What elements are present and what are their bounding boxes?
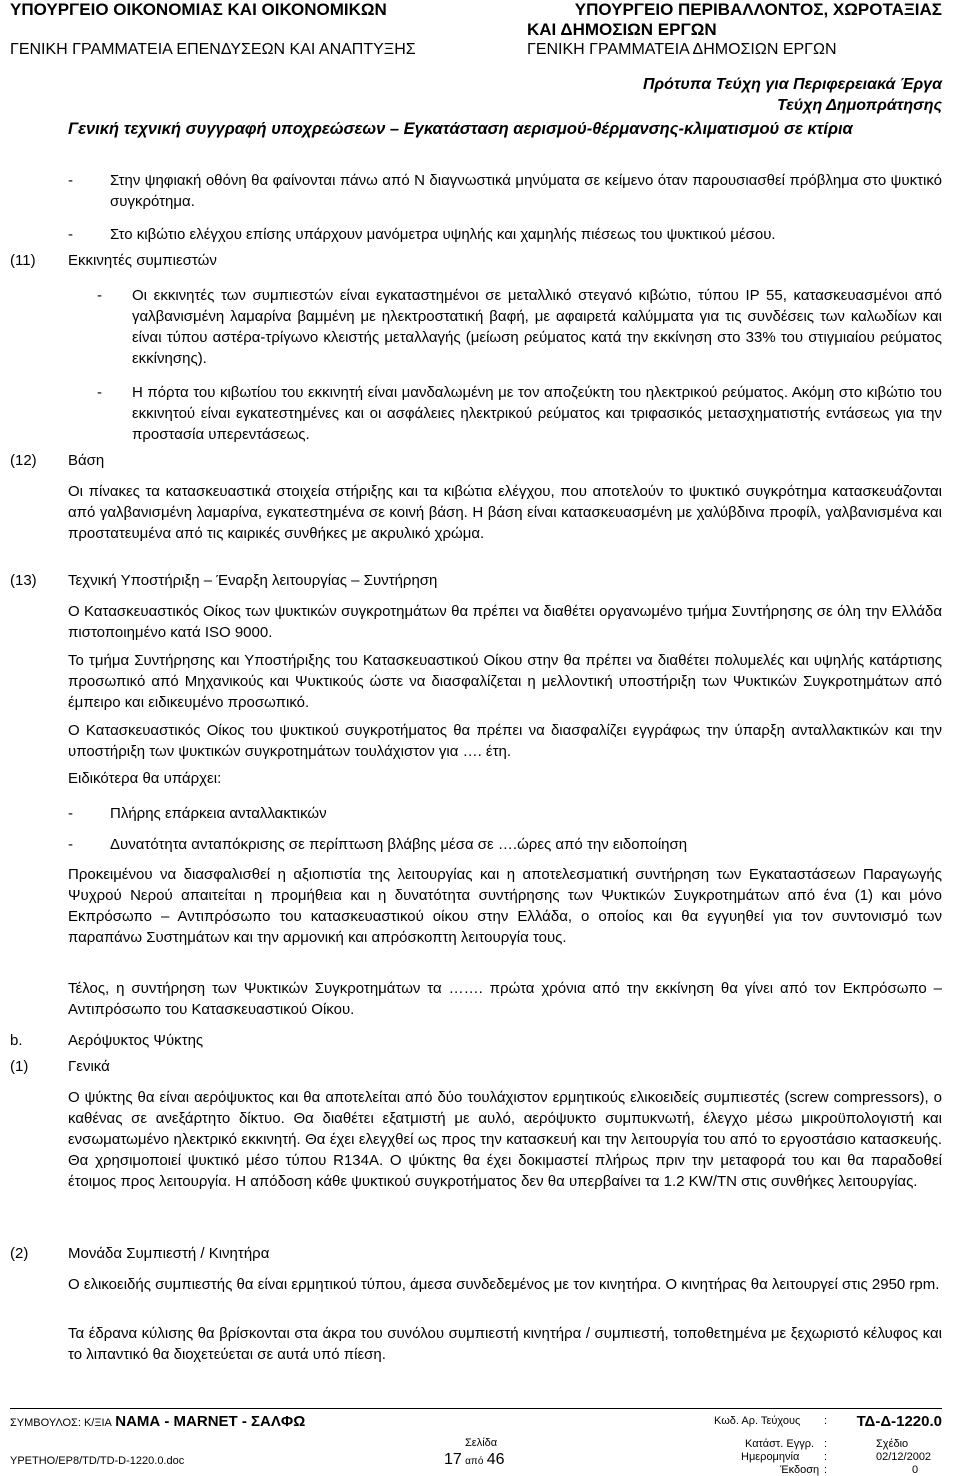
edition-value: 0	[912, 1464, 919, 1476]
page-label: Σελίδα	[465, 1437, 498, 1449]
paragraph: Τα έδρανα κύλισης θα βρίσκονται στα άκρα του συνόλου συμπιεστή κινητήρα / συμπιεστή, τοποθετημένα με ξεχωριστό κέλυφος και το λιπαντικό θα διοχετεύεται σε αυτά υπό πίεση.	[68, 1325, 942, 1363]
section-title: Εκκινητές συμπιεστών	[68, 252, 217, 269]
advisor-info	[10, 1413, 305, 1430]
bullet-dash: -	[68, 172, 73, 189]
paragraph: Η πόρτα του κιβωτίου του εκκινητή είναι μανδαλωμένη με τον αποζεύκτη του ηλεκτρικού ρεύματος. Ακόμη στο κιβώτιο του εκκινητού είναι εγκατεστημένες και οι ασφάλειες ηλεκτρικού ρεύματος και τριφασικός μετασχηματιστής εντάσεως για την προστασία υπερεντάσεως.	[132, 384, 942, 443]
list-item	[10, 285, 942, 369]
paragraph: Οι εκκινητές των συμπιεστών είναι εγκαταστημένοι σε μεταλλικό στεγανό κιβώτιο, τύπου IP 55, κατασκευασμένοι από γαλβανισμένη λαμαρίνα βαμμένη με ηλεκτροστατική βαφή, με αφαιρετά καλύμματα για τις συνδέσεις των καλωδίων και είναι τύπου αστέρα-τρίγωνο κλειστής μεταλλαγής (μείωση ρεύματος κατά την εκκίνηση στο 33% του στιγμιαίου ρεύματος εκκίνησης).	[132, 287, 942, 367]
colon: :	[824, 1451, 828, 1463]
page-header	[10, 0, 942, 60]
bullet-dash: -	[68, 226, 73, 243]
paragraph: Πλήρης επάρκεια ανταλλακτικών	[110, 805, 327, 822]
volume-title: Τεύχη Δημοπράτησης	[776, 97, 942, 114]
paragraph: Προκειμένου να διασφαλισθεί η αξιοπιστία της λειτουργίας και η αποτελεσματική συντήρηση των Εγκαταστάσεων Παραγωγής Ψυχρού Νερού απαιτείται η προμήθεια και η δυνατότητα συντήρησης των Ψυκτικών Συγκροτημάτων από ένα (1) και μόνο Εκπρόσωπο – Αντιπρόσωπο του κατασκευαστικού οίκου στην Ελλάδα, ο οποίος και θα εγγυηθεί για τον συντονισμό των παραπάνω Συστημάτων και την αρμονική και απρόσκοπτη λειτουργία τους.	[68, 866, 942, 946]
page-number: 17	[444, 1451, 462, 1468]
paragraph: Το τμήμα Συντήρησης και Υποστήριξης του Κατασκευαστικού Οίκου στην θα πρέπει να διαθέτει πολυμελές και υψηλής κατάρτισης προσωπικό από Μηχανικούς και Ψυκτικούς ώστε να διασφαλίζεται η μελλοντική υποστήριξη των Ψυκτικών Συγκροτημάτων από έμπειρο και ειδικευμένο προσωπικό.	[68, 652, 942, 711]
section-number: (2)	[10, 1245, 29, 1262]
cat-label: Κατάστ. Εγγρ.	[745, 1438, 815, 1450]
paragraph: Δυνατότητα ανταπόκρισης σε περίπτωση βλάβης μέσα σε ….ώρες από την ειδοποίηση	[110, 836, 688, 853]
section-number: b.	[10, 1032, 23, 1049]
date-value: 02/12/2002	[876, 1451, 932, 1463]
section-number: (11)	[10, 252, 36, 269]
section-title: Βάση	[68, 452, 105, 469]
bullet-dash: -	[97, 287, 102, 304]
paragraph: Ο Κατασκευαστικός Οίκος του ψυκτικού συγκροτήματος θα πρέπει να διασφαλίζει εγγράφως την ύπαρξη ανταλλακτικών και την υποστήριξη των ψυκτικών συγκροτημάτων τουλάχιστον για …. έτη.	[68, 722, 942, 760]
section-title: Αερόψυκτος Ψύκτης	[68, 1032, 204, 1049]
paragraph: Ο Κατασκευαστικός Οίκος των ψυκτικών συγκροτημάτων θα πρέπει να διαθέτει οργανωμένο τμήμα Συντήρησης σε όλη την Ελλάδα πιστοποιημένο κατά ISO 9000.	[68, 603, 942, 641]
footer-divider	[10, 1408, 942, 1409]
advisor-name: ΝΑΜΑ - MARNET - ΣΑΛΦΩ	[115, 1413, 306, 1430]
page-footer	[10, 1405, 942, 1475]
paragraph: Ειδικότερα θα υπάρχει:	[68, 770, 222, 787]
ministry-right-subtitle: ΓΕΝΙΚΗ ΓΡΑΜΜΑΤΕΙΑ ΔΗΜΟΣΙΩΝ ΕΡΓΩΝ	[527, 41, 837, 58]
list-item	[10, 803, 942, 824]
ministry-right-title-2: ΚΑΙ ΔΗΜΟΣΙΩΝ ΕΡΓΩΝ	[527, 20, 717, 39]
code-label: Κωδ. Αρ. Τεύχους	[714, 1415, 801, 1427]
list-item	[10, 834, 942, 855]
section-number: (1)	[10, 1058, 29, 1075]
list-item	[10, 382, 942, 445]
paragraph: Οι πίνακες τα κατασκευαστικά στοιχεία στήριξης και τα κιβώτια ελέγχου, που αποτελούν το ψυκτικό συγκρότημα κατασκευάζονται από γαλβανισμένη λαμαρίνα, εγκατεστημένα σε κοινή βάση. Η βάση είναι κατασκευασμένη με χαλύβδινα προφίλ, γαλβανισμένα και προστατευμένα από τις καιρικές συνθήκες με ακρυλικό χρώμα.	[68, 483, 942, 542]
list-item	[10, 170, 942, 212]
cat-value: Σχέδιο	[876, 1438, 909, 1450]
list-item	[10, 224, 942, 245]
document-title: Γενική τεχνική συγγραφή υποχρεώσεων – Εγκατάσταση αερισμού-θέρμανσης-κλιματισμού σε κτίρια	[68, 120, 853, 138]
ministry-left-subtitle: ΓΕΝΙΚΗ ΓΡΑΜΜΑΤΕΙΑ ΕΠΕΝΔΥΣΕΩΝ ΚΑΙ ΑΝΑΠΤΥΞΗΣ	[10, 41, 416, 58]
section-title: Γενικά	[68, 1058, 110, 1075]
bullet-dash: -	[68, 836, 73, 853]
date-label: Ημερομηνία	[741, 1451, 800, 1463]
series-title: Πρότυπα Τεύχη για Περιφερειακά Έργα	[642, 76, 942, 93]
section-number: (12)	[10, 452, 37, 469]
code-value: ΤΔ-Δ-1220.0	[856, 1413, 942, 1430]
bullet-dash: -	[97, 384, 102, 401]
paragraph: Ο ψύκτης θα είναι αερόψυκτος και θα αποτελείται από δύο τουλάχιστον ερμητικούς ελικοειδείς συμπιεστές (screw compressors), ο καθένας σε ανεξάρτητο δίκτυο. Θα διαθέτει εξατμιστή με αυλό, αερόψυκτο συμπυκνωτή, έλεγχο μέσω μικροϋπολογιστή και ενσωματωμένο ηλεκτρικό εκκινητή. Θα έχει ελεγχθεί ως προς την κατασκευή και την λειτουργία του από το εργοστάσιο κατασκευής. Θα χρησιμοποιεί ψυκτικό μέσο τύπου R134A. Ο ψύκτης θα έχει δοκιμαστεί πλήρως πριν την μεταφορά του και θα παραδοθεί έτοιμος προς λειτουργία. Η απόδοση κάθε ψυκτικού συγκροτήματος δεν θα υπερβαίνει τα 1.2 KW/TN στις συνθήκες λειτουργίας.	[68, 1089, 942, 1190]
edition-label: Έκδοση	[780, 1464, 820, 1476]
section-title: Τεχνική Υποστήριξη – Έναρξη λειτουργίας – Συντήρηση	[68, 572, 438, 589]
colon: :	[824, 1415, 828, 1427]
advisor-label: ΣΥΜΒΟΥΛΟΣ: Κ/ΞΙΑ	[10, 1417, 112, 1429]
paragraph: Τέλος, η συντήρηση των Ψυκτικών Συγκροτημάτων τα ……. πρώτα χρόνια από την εκκίνηση θα γίνει από τον Εκπρόσωπο – Αντιπρόσωπο του Κατασκευαστικού Οίκου.	[68, 980, 942, 1018]
bullet-dash: -	[68, 805, 73, 822]
page-total: 46	[486, 1451, 505, 1468]
file-name: ΥΡΕΤΗΟ/ΕΡ8/ΤD/ΤD-D-1220.0.doc	[10, 1455, 185, 1467]
page-indicator	[444, 1451, 505, 1469]
colon: :	[824, 1438, 828, 1450]
page-of: από	[465, 1456, 484, 1467]
paragraph: Στην ψηφιακή οθόνη θα φαίνονται πάνω από Ν διαγνωστικά μηνύματα σε κείμενο όταν παρουσιασθεί πρόβλημα στο ψυκτικό συγκρότημα.	[110, 172, 942, 210]
colon: :	[824, 1464, 828, 1476]
ministry-left-title: ΥΠΟΥΡΓΕΙΟ ΟΙΚΟΝΟΜΙΑΣ ΚΑΙ ΟΙΚΟΝΟΜΙΚΩΝ	[10, 0, 387, 19]
paragraph: Στο κιβώτιο ελέγχου επίσης υπάρχουν μανόμετρα υψηλής και χαμηλής πιέσεως του ψυκτικού μέσου.	[110, 226, 776, 243]
ministry-right-title: ΥΠΟΥΡΓΕΙΟ ΠΕΡΙΒΑΛΛΟΝΤΟΣ, ΧΩΡΟΤΑΞΙΑΣ	[574, 0, 942, 19]
paragraph: Ο ελικοειδής συμπιεστής θα είναι ερμητικού τύπου, άμεσα συνδεδεμένος με τον κινητήρα. Ο κινητήρας θα λειτουργεί στις 2950 rpm.	[68, 1276, 940, 1293]
section-number: (13)	[10, 572, 37, 589]
section-title: Μονάδα Συμπιεστή / Κινητήρα	[68, 1245, 270, 1262]
